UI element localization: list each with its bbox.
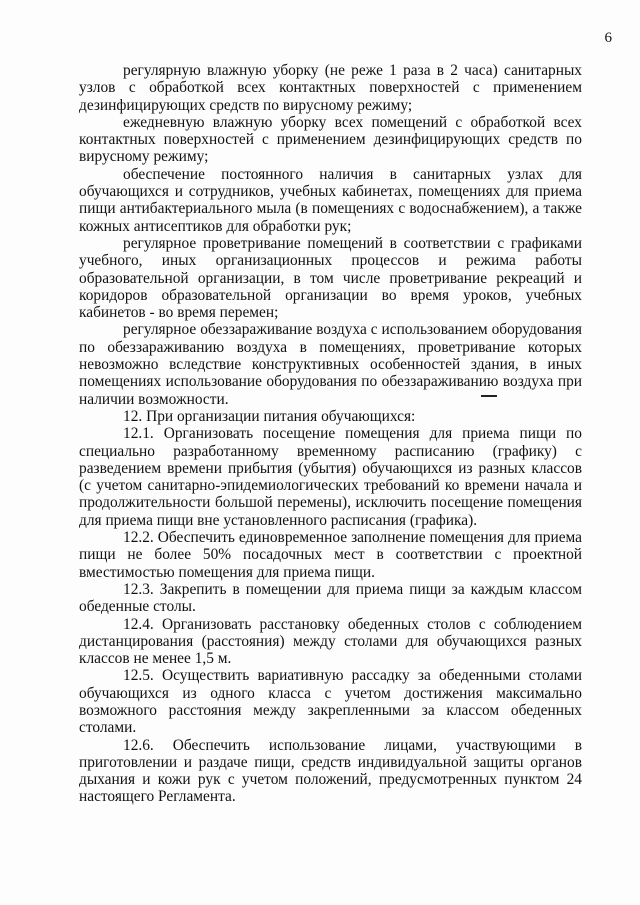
clause-12-5: 12.5. Осуществить вариативную рассадку за обеденными столами обучающихся из одного класса с учетом достижения максимально возможного расстояния между закрепленными за классом обеденных столами. [79, 667, 582, 737]
section-12-heading: 12. При организации питания обучающихся: [123, 407, 416, 425]
clause-12-2: 12.2. Обеспечить единовременное заполнение помещения для приема пищи не более 50% посадочных мест в соответствии с проектной вместимостью помещения для приема пищи. [79, 529, 582, 581]
paragraph-air-disinfection: регулярное обеззараживание воздуха с использованием оборудования по обеззараживанию воздуха в помещениях, проветривание которых невозможно вследствие конструктивных особенностей здания, в иных помещениях использование оборудования по обеззараживанию воздуха при наличии возможности. [79, 321, 582, 408]
page-number: 6 [604, 30, 612, 46]
document-body [79, 62, 582, 806]
clause-12-1: 12.1. Организовать посещение помещения для приема пищи по специально разработанному временному расписанию (графику) с разведением времени прибытия (убытия) обучающихся из разных классов (с учетом санитарно-эпидемиологических требований ко времени начала и продолжительности большой перемены), исключить посещение помещения для приема пищи вне установленного расписания (графика). [79, 425, 582, 529]
stray-dash-mark [481, 395, 497, 397]
paragraph-soap-antiseptics: обеспечение постоянного наличия в санитарных узлах для обучающихся и сотрудников, учебных кабинетах, помещениях для приема пищи антибактериального мыла (в помещениях с водоснабжением), а также кожных антисептиков для обработки рук; [79, 165, 582, 235]
paragraph-daily-wet-cleaning: ежедневную влажную уборку всех помещений с обработкой всех контактных поверхностей с применением дезинфицирующих средств по вирусному режиму; [79, 113, 582, 166]
clause-12-4: 12.4. Организовать расстановку обеденных столов с соблюдением дистанцирования (расстояния) между столами для обучающихся разных классов не менее 1,5 м. [79, 615, 582, 668]
clause-12-6: 12.6. Обеспечить использование лицами, участвующими в приготовлении и раздаче пищи, средств индивидуальной защиты органов дыхания и кожи рук с учетом положений, предусмотренных пунктом 24 настоящего Регламента. [79, 736, 582, 806]
paragraph-ventilation: регулярное проветривание помещений в соответствии с графиками учебного, иных организационных процессов и режима работы образовательной организации, в том числе проветривание рекреаций и коридоров образовательной организации во время уроков, учебных кабинетов - во время перемен; [79, 234, 582, 322]
clause-12-3: 12.3. Закрепить в помещении для приема пищи за каждым классом обеденные столы. [79, 580, 582, 616]
paragraph-wet-cleaning-toilets: регулярную влажную уборку (не реже 1 раза в 2 часа) санитарных узлов с обработкой всех контактных поверхностей с применением дезинфицирующих средств по вирусному режиму; [79, 62, 582, 114]
